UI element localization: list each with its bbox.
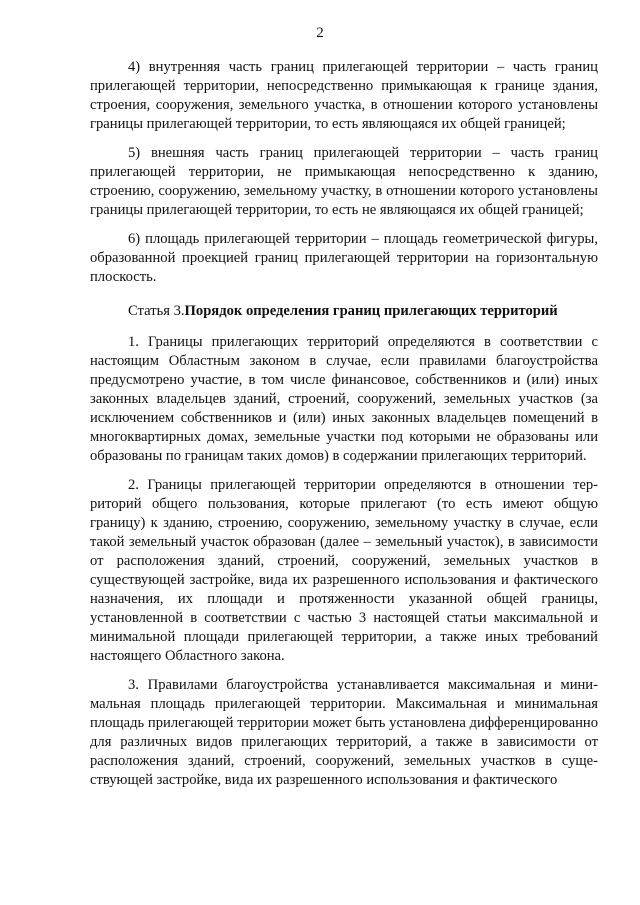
page-number: 2 (316, 25, 324, 41)
document-body (90, 58, 598, 800)
article-heading (90, 302, 598, 321)
definition-item-5: 5) внешняя часть границ прилегающей территории – часть границ прилегающей территории, не примыкающая непосредственно к зданию, строению, сооружению, земельному участку, в отношении которого установлены границы прилегающей территории, то есть не являющаяся их общей границей; (90, 145, 598, 218)
article-number: Статья 3. (128, 303, 185, 319)
article-paragraph-1: 1. Границы прилегающих территорий определяются в соответствии с настоящим Областным законом в случае, если правилами благоустройства предусмотрено участие, в том числе финансовое, собственников и (или) иных законных владельцев зданий, строений, сооружений, земельных участков (за исключением собственников и (или) иных законных владельцев помещений в многоквартирных домах, земельные участки под которыми не образованы или образованы по границам таких домов) в содержании прилегающих территорий. (90, 334, 598, 464)
article-title: Порядок определения границ прилегающих территорий (184, 303, 558, 319)
article-paragraph-2: 2. Границы прилегающей территории определяются в отношении территорий общего пользования, которые прилегают (то есть имеют общую границу) к зданию, строению, сооружению, земельному участку в случае, если такой земельный участок образован (далее – земельный участок), в зависимости от расположения зданий, строений, сооружений, земельных участков в существующей застройке, вида их разрешенного использования и фактического назначения, их площади и протяженности указанной общей границы, установленной в соответствии с частью 3 настоящей статьи максимальной и минимальной площади прилегающей территории, а также иных требований настоящего Областного закона. (90, 477, 598, 664)
article-paragraph-3: 3. Правилами благоустройства устанавливается максимальная и минимальная площадь прилегающей территории. Максимальная и минимальная площадь прилегающей территории может быть установлена дифференцированно для различных видов прилегающих территорий, а также в зависимости от расположения зданий, строений, сооружений, земельных участков в существующей застройке, вида их разрешенного использования и фактического (90, 677, 598, 788)
definition-item-4: 4) внутренняя часть границ прилегающей территории – часть границ прилегающей территории, непосредственно примыкающая к границе здания, строения, сооружения, земельного участка, в отношении которого установлены границы прилегающей территории, то есть являющаяся их общей границей; (90, 59, 598, 132)
definition-item-6: 6) площадь прилегающей территории – площадь геометрической фигуры, образованной проекцией границ прилегающей территории на горизонтальную плоскость. (90, 231, 598, 285)
